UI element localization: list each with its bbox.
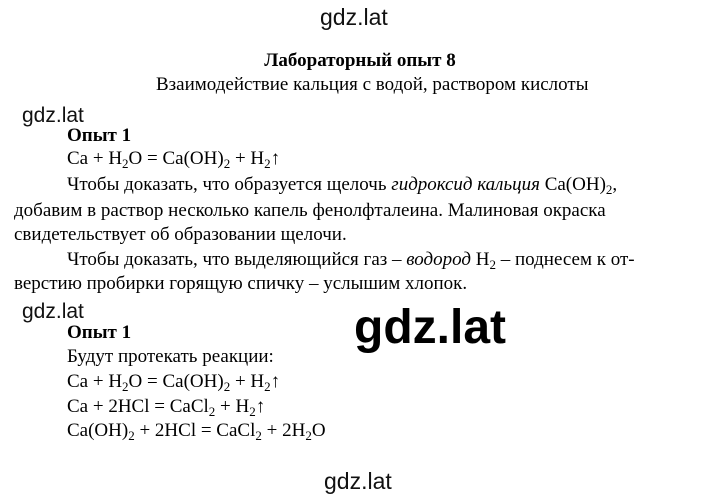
page-subtitle: Взаимодействие кальция с водой, раствором кислоты <box>156 74 589 95</box>
section1-paragraph1-line1: Чтобы доказать, что образуется щелочь гидроксид кальция $Ca(OH)_2$, <box>67 174 618 197</box>
section1-paragraph1-line2: добавим в раствор несколько капель фенолфталеина. Малиновая окраска <box>14 200 606 221</box>
section2-equation-3: $Ca(OH)_2 + 2HCl$ = CaCl$_2$ + $2H_2O$ <box>67 420 326 443</box>
section2-equation-2: Ca + 2HCl = CaCl$_2$ + $H_2↑$ <box>67 396 266 419</box>
section1-paragraph1-line3: свидетельствует об образовании щелочи. <box>14 224 347 245</box>
page-title: Лабораторный опыт 8 <box>264 50 456 71</box>
watermark-left-2: gdz.lat <box>22 300 84 323</box>
section1-equation: $Ca + H_2O = Ca(OH)_2$ + $H_2↑$ <box>67 148 281 171</box>
section1-paragraph2-line2: верстию пробирки горящую спичку – услышим хлопок. <box>14 273 468 294</box>
section1-heading: Опыт 1 <box>67 125 132 146</box>
watermark-top: gdz.lat <box>320 4 388 30</box>
section2-heading: Опыт 1 <box>67 322 132 343</box>
watermark-left-1: gdz.lat <box>22 104 84 127</box>
watermark-center-big: gdz.lat <box>354 301 506 354</box>
section2-equation-1: $Ca + H_2O = Ca(OH)_2$ + $H_2↑$ <box>67 371 281 394</box>
section2-intro: Будут протекать реакции: <box>67 346 274 367</box>
section1-paragraph2-line1: Чтобы доказать, что выделяющийся газ – водород $H_2$ – поднесем к от- <box>67 249 635 272</box>
watermark-bottom: gdz.lat <box>324 468 392 494</box>
